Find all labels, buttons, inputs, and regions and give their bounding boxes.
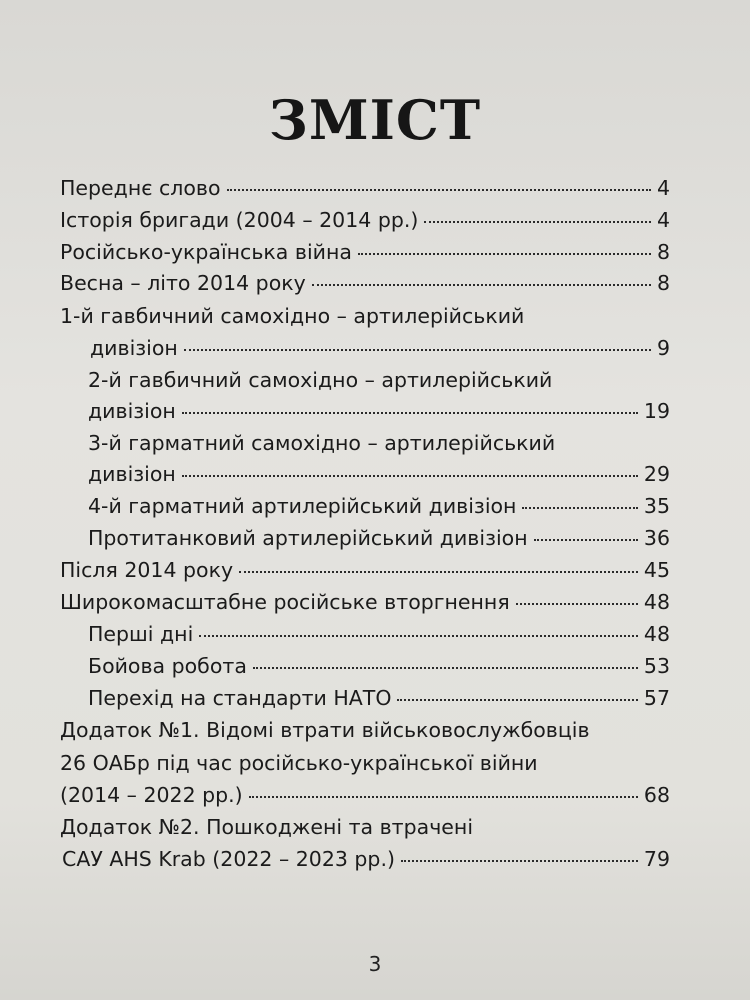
dot-leader <box>424 220 651 223</box>
toc-entry-page: 8 <box>656 240 670 264</box>
dot-leader <box>199 634 638 637</box>
toc-entry-title-line: Додаток №2. Пошкоджені та втрачені <box>60 815 474 839</box>
dot-leader <box>182 411 638 414</box>
dot-leader <box>522 506 637 509</box>
toc-entry <box>88 462 670 486</box>
toc-entry <box>60 590 670 614</box>
toc-entry <box>88 622 670 646</box>
toc-entry-page: 35 <box>643 494 670 518</box>
toc-entry <box>88 526 670 550</box>
toc-entry-title: Російсько-українська війна <box>60 240 352 264</box>
toc-entry <box>90 336 670 360</box>
dot-leader <box>358 252 651 255</box>
toc-entry-page: 4 <box>656 176 670 200</box>
toc-entry-page: 45 <box>643 558 670 582</box>
toc-entry <box>88 494 670 518</box>
toc-entry <box>62 847 670 871</box>
toc-entry-title: Протитанковий артилерійський дивізіон <box>88 526 528 550</box>
toc-entry-page: 36 <box>643 526 670 550</box>
toc-entry-page: 29 <box>643 462 670 486</box>
toc-entry-title: дивізіон <box>88 462 176 486</box>
toc-entry-title: дивізіон <box>90 336 178 360</box>
toc-entry-page: 19 <box>643 399 670 423</box>
toc-entry-title-line: 1-й гавбичний самохідно – артилерійський <box>60 304 525 328</box>
toc-entry <box>88 399 670 423</box>
dot-leader <box>227 188 651 191</box>
toc-entry-page: 53 <box>643 654 670 678</box>
dot-leader <box>312 283 651 286</box>
toc-entry-title: Весна – літо 2014 року <box>60 271 306 295</box>
toc-entry <box>88 686 670 710</box>
toc-entry-title-line: Додаток №1. Відомі втрати військовослужбовців <box>60 718 590 742</box>
toc-entry <box>60 240 670 264</box>
toc-entry <box>60 208 670 232</box>
toc-entry-page: 79 <box>643 847 670 871</box>
toc-entry-title: (2014 – 2022 рр.) <box>60 783 243 807</box>
toc-entry-title: Перехід на стандарти НАТО <box>88 686 392 710</box>
dot-leader <box>534 538 638 541</box>
toc-entry-page: 48 <box>643 590 670 614</box>
toc-entry-title: Історія бригади (2004 – 2014 рр.) <box>60 208 419 232</box>
toc-entry-title: САУ AHS Krab (2022 – 2023 рр.) <box>62 847 395 871</box>
toc-entry-page: 48 <box>643 622 670 646</box>
dot-leader <box>397 698 637 701</box>
toc-entry <box>60 271 670 295</box>
toc-entry-title: Бойова робота <box>88 654 247 678</box>
toc-entry-page: 4 <box>656 208 670 232</box>
dot-leader <box>184 348 651 351</box>
toc-entry-title: Широкомасштабне російське вторгнення <box>60 590 510 614</box>
toc-entry-title: дивізіон <box>88 399 176 423</box>
toc-title: ЗМІСТ <box>268 88 482 152</box>
toc-entry <box>60 176 670 200</box>
dot-leader <box>182 474 638 477</box>
toc-entry-page: 9 <box>656 336 670 360</box>
toc-entry-page: 68 <box>643 783 670 807</box>
toc-entry <box>88 654 670 678</box>
toc-entry-title-line: 2-й гавбичний самохідно – артилерійський <box>88 368 553 392</box>
toc-entry <box>60 558 670 582</box>
dot-leader <box>249 795 638 798</box>
toc-entry-page: 8 <box>656 271 670 295</box>
toc-entry-page: 57 <box>643 686 670 710</box>
toc-entry-title: Переднє слово <box>60 176 221 200</box>
toc-entry <box>60 783 670 807</box>
dot-leader <box>253 666 638 669</box>
toc-entry-title: Перші дні <box>88 622 194 646</box>
dot-leader <box>516 602 638 605</box>
toc-entry-title-line: 3-й гарматний самохідно – артилерійський <box>88 431 556 455</box>
dot-leader <box>401 859 638 862</box>
page-number: 3 <box>368 952 382 976</box>
toc-entry-title: 4-й гарматний артилерійський дивізіон <box>88 494 517 518</box>
toc-entry-title-line: 26 ОАБр під час російсько-української війни <box>60 751 538 775</box>
toc-entry-title: Після 2014 року <box>60 558 234 582</box>
dot-leader <box>239 570 638 573</box>
